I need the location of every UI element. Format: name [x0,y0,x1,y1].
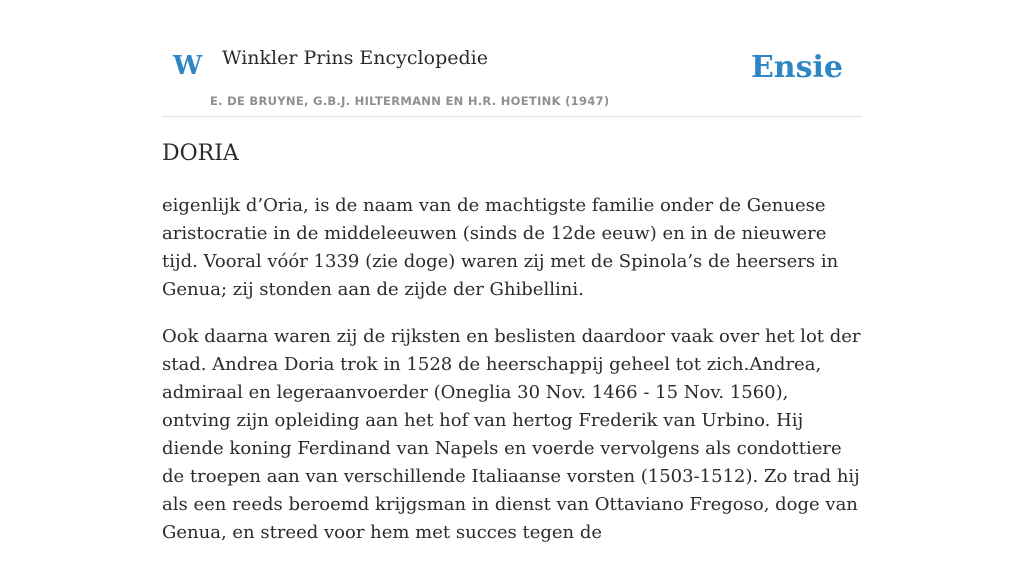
ensie-logo[interactable]: Ensie [750,50,843,85]
article-paragraph: eigenlijk d’Oria, is de naam van de machtigste familie onder de Genuese aristocratie in de middeleeuwen (sinds de 12de eeuw) en in de nieuwere tijd. Vooral vóór 1339 (zie doge) waren zij met de Spinola’s de heersers in Genua; zij stonden aan de zijde der Ghibellini. [162,195,839,300]
site-header [162,0,862,117]
publication-authors: E. DE BRUYNE, G.B.J. HILTERMANN EN H.R. HOETINK (1947) [210,94,610,108]
winkler-prins-logo-icon[interactable]: W [173,51,203,81]
article-body [162,192,862,566]
article-paragraph: Ook daarna waren zij de rijksten en beslisten daardoor vaak over het lot der stad. Andrea Doria trok in 1528 de heerschappij geheel tot zich.Andrea, admiraal en legeraanvoerder (Oneglia 30 Nov. 1466 - 15 Nov. 1560), ontving zijn opleiding aan het hof van hertog Frederik van Urbino. Hij diende koning Ferdinand van Napels en voerde vervolgens als condottiere de troepen aan van verschillende Italiaanse vorsten (1503-1512). Zo trad hij als een reeds beroemd krijgsman in dienst van Ottaviano Fregoso, doge van Genua, en streed voor hem met succes tegen de [162,326,861,543]
publication-title[interactable]: Winkler Prins Encyclopedie [222,47,488,69]
article-title: DORIA [162,141,239,166]
